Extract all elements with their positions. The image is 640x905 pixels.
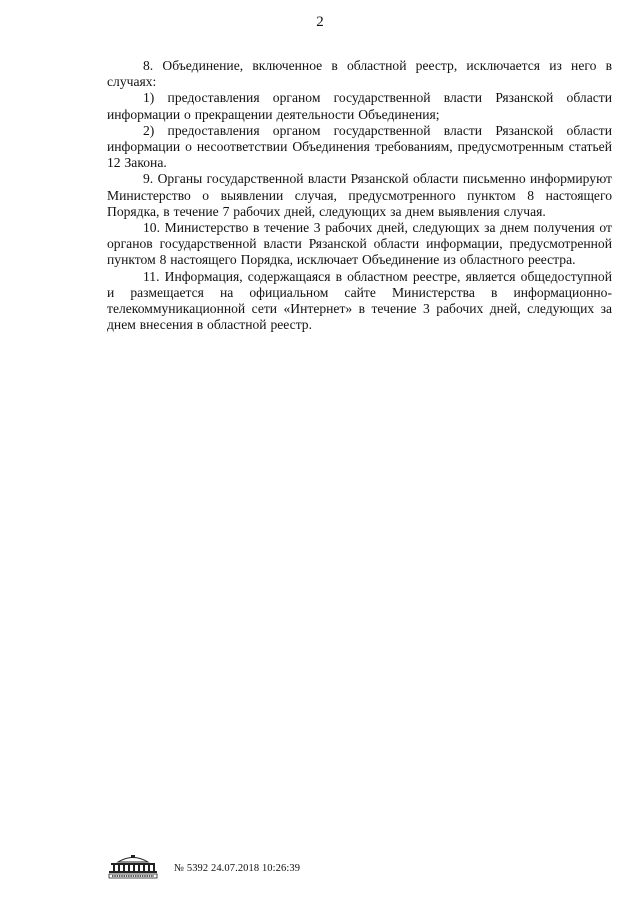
- paragraph-10: 10. Министерство в течение 3 рабочих дней, следующих за днем получения от органов государственной власти Рязанской области информации, предусмотренной пунктом 8 настоящего Порядка, исключает Объединение из областного реестра.: [107, 220, 612, 268]
- paragraph-8: 8. Объединение, включенное в областной реестр, исключается из него в случаях:: [107, 58, 612, 90]
- registration-stamp: № 5392 24.07.2018 10:26:39: [174, 862, 301, 874]
- document-body: [107, 58, 612, 333]
- paragraph-11: 11. Информация, содержащаяся в областном реестре, является общедоступной и размещается на официальном сайте Министерства в информационно-телекоммуникационной сети «Интернет» в течение 3 рабочих дней, следующих за днем внесения в областной реестр.: [107, 268, 612, 333]
- paragraph-8-item-1: 1) предоставления органом государственной власти Рязанской области информации о прекращении деятельности Объединения;: [107, 90, 612, 122]
- government-building-logo-icon: [108, 853, 158, 879]
- scan-edge-artifact: [0, 0, 640, 6]
- paragraph-8-item-2: 2) предоставления органом государственной власти Рязанской области информации о несоответствии Объединения требованиям, предусмотренным статьей 12 Закона.: [107, 122, 612, 171]
- registration-footer: [108, 852, 300, 880]
- paragraph-9: 9. Органы государственной власти Рязанской области письменно информируют Министерство о выявлении случая, предусмотренного пунктом 8 настоящего Порядка, в течение 7 рабочих дней, следующих за днем выявления случая.: [107, 171, 612, 219]
- page-number: 2: [316, 14, 324, 30]
